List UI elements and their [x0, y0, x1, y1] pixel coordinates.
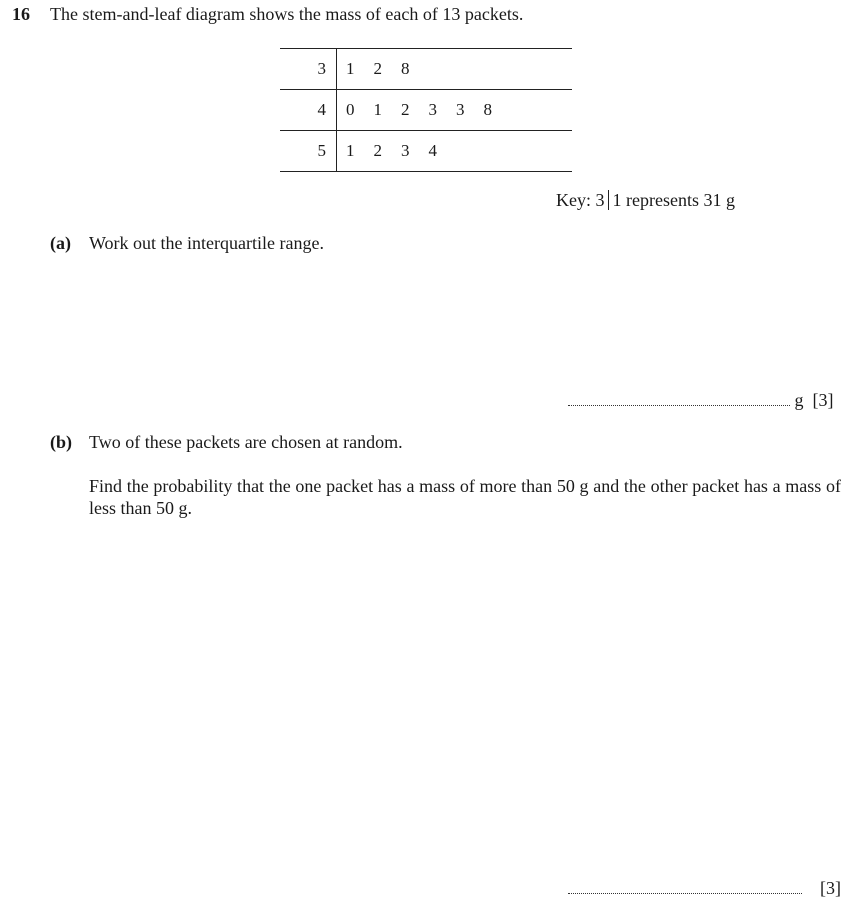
stem-value: 5 — [280, 131, 337, 171]
stem-and-leaf-diagram — [280, 48, 572, 172]
diagram-key — [556, 190, 735, 211]
question-intro: The stem-and-leaf diagram shows the mass of each of 13 packets. — [50, 4, 524, 24]
leaf-value: 0 — [346, 100, 355, 119]
part-b-label: (b) — [50, 432, 72, 452]
stem-value: 3 — [280, 49, 337, 89]
answer-unit: g — [794, 390, 804, 410]
part-a-text: Work out the interquartile range. — [89, 233, 324, 253]
leaf-value: 4 — [428, 141, 437, 160]
leaf-list — [346, 49, 429, 89]
leaf-value: 2 — [401, 100, 410, 119]
leaf-value: 8 — [483, 100, 492, 119]
key-prefix: Key: 3 — [556, 190, 605, 210]
key-divider — [608, 190, 609, 210]
leaf-value: 1 — [373, 100, 382, 119]
stem-leaf-row — [280, 89, 572, 130]
leaf-value: 8 — [401, 59, 410, 78]
part-a-label: (a) — [50, 233, 71, 253]
stem-value: 4 — [280, 90, 337, 130]
question-number: 16 — [12, 4, 30, 24]
part-a-answer-line[interactable] — [568, 390, 834, 411]
stem-leaf-row — [280, 48, 572, 89]
part-b-answer-line[interactable] — [568, 878, 841, 899]
stem-leaf-row — [280, 130, 572, 172]
key-suffix: 1 represents 31 g — [612, 190, 735, 210]
leaf-value: 1 — [346, 141, 355, 160]
part-b-marks: [3] — [820, 878, 841, 898]
leaf-list — [346, 90, 511, 130]
part-b-body: Find the probability that the one packet has a mass of more than 50 g and the other packet has a mass of less than 50 g. — [89, 476, 841, 518]
leaf-value: 2 — [373, 59, 382, 78]
leaf-value: 1 — [346, 59, 355, 78]
answer-dots[interactable] — [568, 391, 790, 406]
leaf-value: 3 — [456, 100, 465, 119]
part-a-marks: [3] — [812, 390, 834, 410]
part-b-text: Two of these packets are chosen at random. — [89, 432, 403, 452]
leaf-value: 2 — [373, 141, 382, 160]
leaf-value: 3 — [428, 100, 437, 119]
answer-dots[interactable] — [568, 879, 802, 894]
leaf-list — [346, 131, 456, 171]
leaf-value: 3 — [401, 141, 410, 160]
